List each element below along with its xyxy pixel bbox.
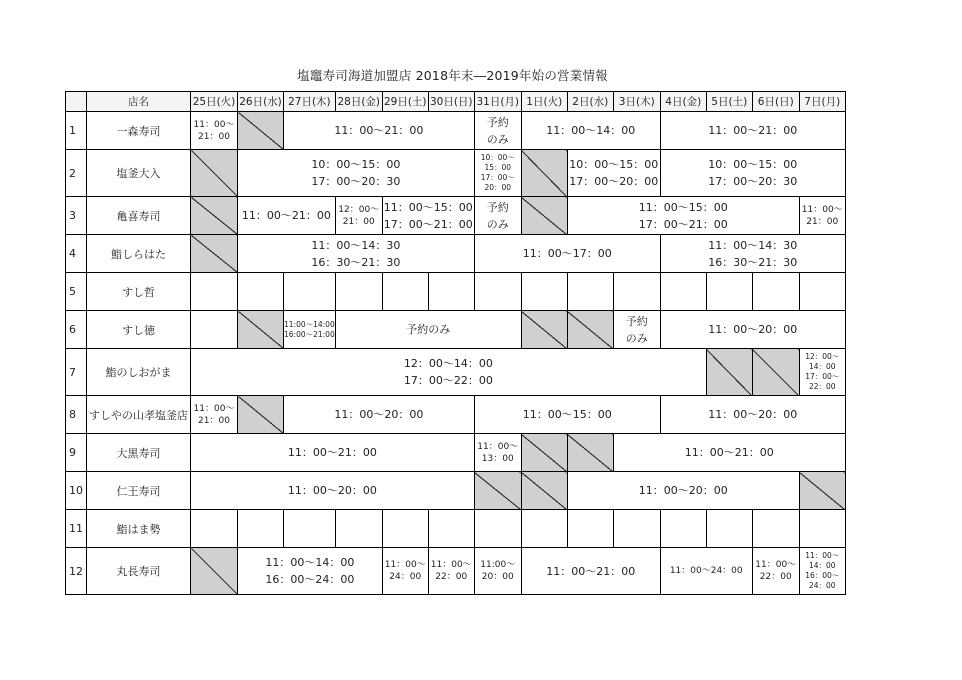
empty-cell <box>706 273 752 311</box>
closed-day-cell <box>706 349 752 396</box>
empty-cell <box>567 273 613 311</box>
header-day: 26日(水) <box>238 92 284 112</box>
empty-cell <box>335 273 382 311</box>
row-number: 12 <box>66 548 87 595</box>
closed-day-cell <box>521 150 567 197</box>
header-day: 7日(月) <box>799 92 845 112</box>
empty-cell <box>382 273 428 311</box>
hours-cell: 11：00～ 13：00 <box>474 434 521 472</box>
empty-cell <box>521 273 567 311</box>
hours-cell: 12：00～ 21：00 <box>335 197 382 235</box>
empty-cell <box>382 510 428 548</box>
hours-cell: 11：00～20：00 <box>660 311 845 349</box>
header-day: 5日(土) <box>706 92 752 112</box>
header-day: 29日(土) <box>382 92 428 112</box>
hours-cell: 11：00～20：00 <box>284 396 475 434</box>
empty-cell <box>428 510 474 548</box>
table-row <box>66 472 846 510</box>
hours-cell: 予約 のみ <box>474 197 521 235</box>
hours-cell: 11：00～ 21：00 <box>191 396 238 434</box>
store-name: 鮨のしおがま <box>87 349 191 396</box>
hours-cell: 11：00～ 21：00 <box>799 197 845 235</box>
empty-cell <box>521 510 567 548</box>
hours-cell: 11：00～20：00 <box>567 472 799 510</box>
empty-cell <box>474 510 521 548</box>
hours-cell: 11：00～14：00 <box>521 112 660 150</box>
store-name: 仁王寿司 <box>87 472 191 510</box>
header-number <box>66 92 87 112</box>
hours-cell: 11：00～ 21：00 <box>191 112 238 150</box>
closed-day-cell <box>191 197 238 235</box>
document-title: 塩竈寿司海道加盟店 2018年末―2019年始の営業情報 <box>297 68 608 83</box>
header-day: 27日(木) <box>284 92 336 112</box>
empty-cell <box>474 273 521 311</box>
hours-cell: 11：00～21：00 <box>613 434 845 472</box>
row-number: 11 <box>66 510 87 548</box>
closed-day-cell <box>191 150 238 197</box>
table-header-row <box>66 92 846 112</box>
empty-cell <box>191 311 238 349</box>
table-row <box>66 273 846 311</box>
empty-cell <box>799 510 845 548</box>
closed-day-cell <box>474 472 521 510</box>
row-number: 8 <box>66 396 87 434</box>
hours-cell: 11：00～14：30 16：30～21：30 <box>660 235 845 273</box>
empty-cell <box>613 273 660 311</box>
table-row <box>66 396 846 434</box>
hours-cell: 10：00～ 15：00 17：00～ 20：00 <box>474 150 521 197</box>
table-row <box>66 434 846 472</box>
hours-cell: 予約 のみ <box>613 311 660 349</box>
table-row <box>66 349 846 396</box>
hours-cell: 10：00～15：00 17：00～20：00 <box>567 150 660 197</box>
row-number: 10 <box>66 472 87 510</box>
store-name: 一森寿司 <box>87 112 191 150</box>
hours-cell: 11：00～21：00 <box>521 548 660 595</box>
hours-cell: 11：00～21：00 <box>238 197 336 235</box>
store-name: 丸長寿司 <box>87 548 191 595</box>
schedule-table <box>65 91 846 595</box>
hours-cell: 11：00～24：00 <box>660 548 752 595</box>
hours-cell: 11：00～17：00 <box>474 235 660 273</box>
empty-cell <box>284 510 336 548</box>
hours-cell: 10：00～15：00 17：00～20：30 <box>238 150 475 197</box>
empty-cell <box>613 510 660 548</box>
store-name: 亀喜寿司 <box>87 197 191 235</box>
header-store-name: 店名 <box>87 92 191 112</box>
closed-day-cell <box>521 197 567 235</box>
table-row <box>66 311 846 349</box>
row-number: 2 <box>66 150 87 197</box>
closed-day-cell <box>238 112 284 150</box>
hours-cell: 12：00～14：00 17：00～22：00 <box>191 349 707 396</box>
closed-day-cell <box>238 396 284 434</box>
closed-day-cell <box>799 472 845 510</box>
table-row <box>66 548 846 595</box>
table-row <box>66 150 846 197</box>
hours-cell: 11:00～14:00 16:00～21:00 <box>284 311 336 349</box>
hours-cell: 11：00～15：00 17：00～21：00 <box>382 197 474 235</box>
hours-cell: 11：00～ 22：00 <box>428 548 474 595</box>
empty-cell <box>799 273 845 311</box>
closed-day-cell <box>191 235 238 273</box>
closed-day-cell <box>238 311 284 349</box>
hours-cell: 11：00～20：00 <box>660 396 845 434</box>
row-number: 7 <box>66 349 87 396</box>
empty-cell <box>284 273 336 311</box>
empty-cell <box>660 510 706 548</box>
closed-day-cell <box>521 311 567 349</box>
closed-day-cell <box>191 548 238 595</box>
store-name: すし徳 <box>87 311 191 349</box>
hours-cell: 11：00～15：00 <box>474 396 660 434</box>
header-day: 1日(火) <box>521 92 567 112</box>
hours-cell: 11：00～ 24：00 <box>382 548 428 595</box>
header-day: 25日(火) <box>191 92 238 112</box>
empty-cell <box>335 510 382 548</box>
header-day: 3日(木) <box>613 92 660 112</box>
closed-day-cell <box>521 472 567 510</box>
hours-cell: 11：00～21：00 <box>284 112 475 150</box>
store-name: すし哲 <box>87 273 191 311</box>
store-name: 大黒寿司 <box>87 434 191 472</box>
table-row <box>66 510 846 548</box>
closed-day-cell <box>567 434 613 472</box>
table-row <box>66 112 846 150</box>
empty-cell <box>428 273 474 311</box>
row-number: 3 <box>66 197 87 235</box>
store-name: 鮨はま勢 <box>87 510 191 548</box>
hours-cell: 予約 のみ <box>474 112 521 150</box>
header-day: 6日(日) <box>752 92 799 112</box>
row-number: 5 <box>66 273 87 311</box>
row-number: 4 <box>66 235 87 273</box>
header-day: 4日(金) <box>660 92 706 112</box>
empty-cell <box>752 273 799 311</box>
header-day: 28日(金) <box>335 92 382 112</box>
hours-cell: 11：00～14：30 16：30～21：30 <box>238 235 475 273</box>
row-number: 9 <box>66 434 87 472</box>
table-row <box>66 197 846 235</box>
hours-cell: 11：00～20：00 <box>191 472 475 510</box>
empty-cell <box>567 510 613 548</box>
hours-cell: 11：00～ 22：00 <box>752 548 799 595</box>
hours-cell: 11：00～15：00 17：00～21：00 <box>567 197 799 235</box>
hours-cell: 11：00～21：00 <box>191 434 475 472</box>
closed-day-cell <box>567 311 613 349</box>
empty-cell <box>660 273 706 311</box>
store-name: すしやの山孝塩釜店 <box>87 396 191 434</box>
hours-cell: 10：00～15：00 17：00～20：30 <box>660 150 845 197</box>
empty-cell <box>238 273 284 311</box>
hours-cell: 11：00～ 14：00 16：00～ 24：00 <box>799 548 845 595</box>
header-day: 31日(月) <box>474 92 521 112</box>
empty-cell <box>191 273 238 311</box>
store-name: 鮨しらはた <box>87 235 191 273</box>
row-number: 6 <box>66 311 87 349</box>
hours-cell: 11：00～21：00 <box>660 112 845 150</box>
empty-cell <box>238 510 284 548</box>
empty-cell <box>752 510 799 548</box>
row-number: 1 <box>66 112 87 150</box>
table-row <box>66 235 846 273</box>
hours-cell: 予約のみ <box>335 311 521 349</box>
hours-cell: 11：00～14：00 16：00～24：00 <box>238 548 383 595</box>
store-name: 塩釜大入 <box>87 150 191 197</box>
empty-cell <box>191 510 238 548</box>
empty-cell <box>706 510 752 548</box>
closed-day-cell <box>752 349 799 396</box>
header-day: 30日(日) <box>428 92 474 112</box>
hours-cell: 11:00～ 20：00 <box>474 548 521 595</box>
header-day: 2日(水) <box>567 92 613 112</box>
hours-cell: 12：00～ 14：00 17：00～ 22：00 <box>799 349 845 396</box>
closed-day-cell <box>521 434 567 472</box>
